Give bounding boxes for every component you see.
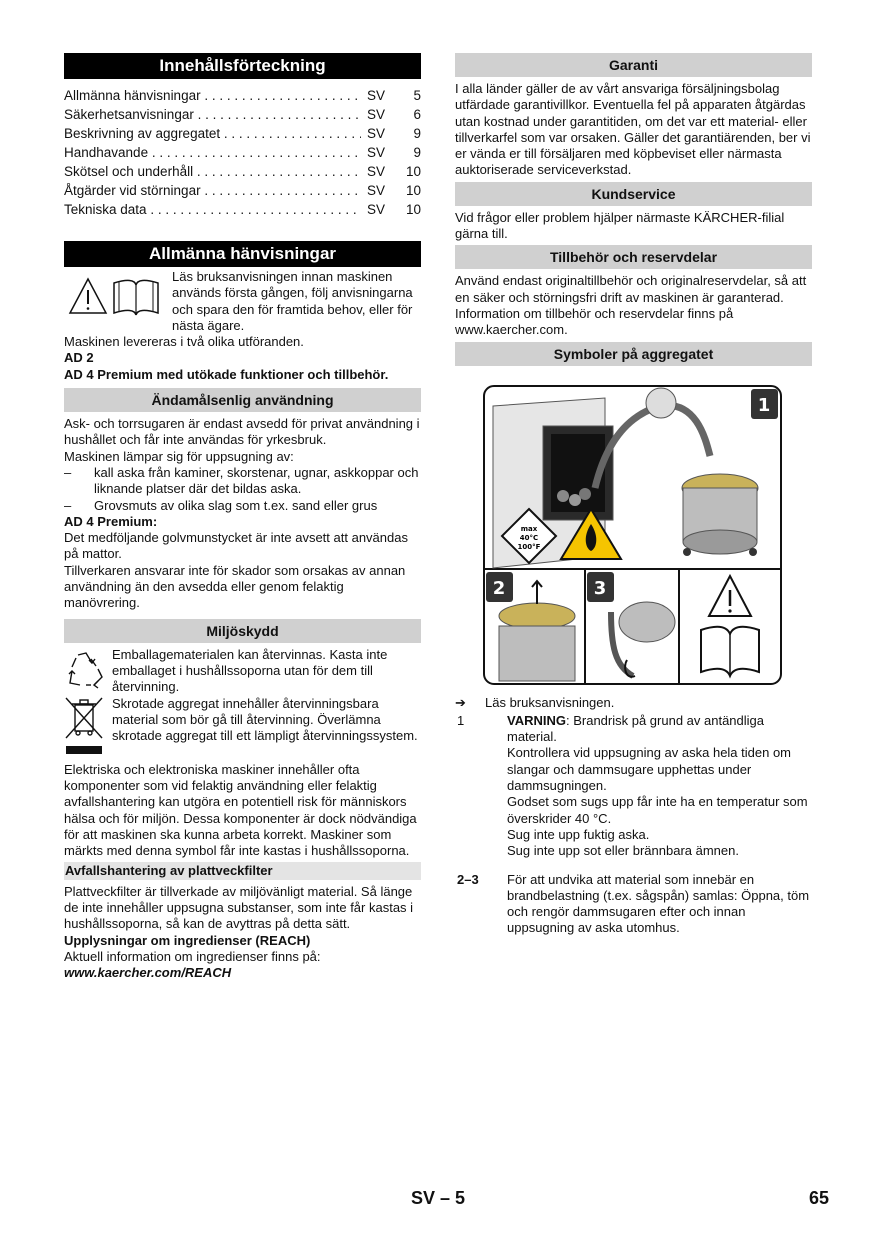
purpose-p1: Ask- och torrsugaren är endast avsedd för privat användning i hushållet och får inte användas för yrkesbruk. xyxy=(64,416,420,448)
service-text: Vid frågor eller problem hjälper närmaste KÄRCHER-filial gärna till. xyxy=(455,209,785,242)
accessories-text-2: Information om tillbehör och reservdelar finns på www.kaercher.com. xyxy=(455,305,734,338)
read-manual-caption: Läs bruksanvisningen. xyxy=(485,694,615,710)
ad2-label: AD 2 xyxy=(64,350,94,366)
toc-entry-title: Skötsel och underhåll . . . xyxy=(64,162,361,181)
toc-entry-lang: SV xyxy=(367,145,386,160)
toc-entry[interactable] xyxy=(64,181,421,200)
toc-entry[interactable] xyxy=(64,200,421,219)
temp-f: 100°F xyxy=(517,542,541,551)
purpose-p2: Maskinen lämpar sig för uppsugning av: xyxy=(64,448,294,464)
filter-heading: Avfallshantering av plattveckfilter xyxy=(64,862,421,880)
accessories-heading: Tillbehör och reservdelar xyxy=(455,245,812,269)
page-number: 65 xyxy=(809,1188,830,1208)
toc-entry-page: 6 xyxy=(413,107,421,122)
toc-entry-lang: SV xyxy=(367,183,386,198)
toc-entry-title: Allmänna hänvisningar . . . xyxy=(64,86,361,105)
reach-heading: Upplysningar om ingredienser (REACH) xyxy=(64,932,311,948)
toc-entry-lang: SV xyxy=(367,164,386,179)
toc-entry-page: 10 xyxy=(405,164,421,179)
toc-entry[interactable] xyxy=(64,124,421,143)
weee-row xyxy=(64,696,421,762)
left-column xyxy=(64,53,421,981)
ad4-label: AD 4 Premium med utökade funktioner och tillbehör. xyxy=(64,366,389,382)
toc-entry[interactable] xyxy=(64,143,421,162)
panel-3-number: 3 xyxy=(593,577,607,599)
symbol-item-1: 1 VARNING: Brandrisk på grund av antändliga material. Kontrollera vid uppsugning av aska hela tiden om slangar och dammsugare upphettas under dammsugningen. Godset som sugs upp får inte ha en temperatur som överskrider 40 °C. Sug inte upp fuktig aska. Sug inte upp sot eller brännbara ämnen. xyxy=(457,712,808,859)
crossed-bin-icon xyxy=(64,696,106,758)
section-page-label: SV – 5 xyxy=(411,1188,466,1208)
panel-2-number: 2 xyxy=(492,577,506,599)
weee-text: Skrotade aggregat innehåller återvinningsbara material som bör gå till återvinning. Överlämna skrotade aggregat till ett lämpligt återvinningssystem. xyxy=(112,695,418,744)
panel-1-number: 1 xyxy=(757,394,771,416)
warranty-text: I alla länder gäller de av vårt ansvariga försäljningsbolag utfärdade garantivillkor. Eventuella fel på apparaten åtgärdas utan kostnad under garantitiden, om det var ett material- eller tillverkarfel som var orsaken. Gäller det garantiärenden, ber vi er vända er till försäljaren med köpbeviset eller närmasta auktoriserade serviceverkstad. xyxy=(455,81,811,178)
versions-text: Maskinen levereras i två olika utföranden. xyxy=(64,334,304,350)
purpose-p4: Tillverkaren ansvarar inte för skador som orsakas av annan användning än den avsedda eller genom felaktig manövrering. xyxy=(64,562,406,611)
recycle-text: Emballagematerialen kan återvinnas. Kasta inte emballaget i hushållssoporna utan för dem till återvinning. xyxy=(112,646,388,695)
symbol-illustration xyxy=(455,376,812,692)
recycle-icon xyxy=(64,647,106,691)
purpose-p3: Det medföljande golvmunstycket är inte avsett att användas på mattor. xyxy=(64,530,408,562)
temp-c: 40°C xyxy=(519,533,539,542)
arrow-right-icon: ➔ xyxy=(455,694,466,710)
toc-entry-page: 10 xyxy=(405,183,421,198)
read-manual-row xyxy=(64,269,421,334)
premium-label: AD 4 Premium: xyxy=(64,513,158,529)
warranty-heading: Garanti xyxy=(455,53,812,77)
reach-text: Aktuell information om ingredienser finns på: xyxy=(64,948,321,964)
toc-entry-lang: SV xyxy=(367,126,386,141)
vacuum-illustration xyxy=(682,474,758,556)
warning-label: VARNING xyxy=(507,712,566,728)
temp-max: max xyxy=(520,524,538,533)
toc-entry-page: 9 xyxy=(413,145,421,160)
read-manual-line xyxy=(455,695,812,711)
toc-entry-page: 9 xyxy=(413,126,421,141)
toc-entry-page: 5 xyxy=(413,88,421,103)
toc-entry-title: Säkerhetsanvisningar . . . xyxy=(64,105,361,124)
general-heading: Allmänna hänvisningar xyxy=(64,241,421,267)
symbols-heading: Symboler på aggregatet xyxy=(455,342,812,366)
toc-entry-title: Åtgärder vid störningar . . . xyxy=(64,181,361,200)
purpose-item-1: – kall aska från kaminer, skorstenar, ugnar, askkoppar och liknande platser där det bildas aska. xyxy=(64,464,419,497)
accessories-text-1: Använd endast originaltillbehör och originalreservdelar, så att en säker och störningsfri drift av maskinen är garanterad. xyxy=(455,273,807,305)
service-heading: Kundservice xyxy=(455,182,812,206)
purpose-heading: Ändamålsenlig användning xyxy=(64,388,421,412)
toc-list xyxy=(64,86,421,219)
toc-entry[interactable] xyxy=(64,162,421,181)
env-heading: Miljöskydd xyxy=(64,619,421,643)
symbol-item-2-3: 2–3 För att undvika att material som innebär en brandbelastning (t.ex. sågspån) samlas: Öppna, töm och rengör dammsugaren efter och innan uppsugning av aska utomhus. xyxy=(457,871,810,936)
right-column xyxy=(455,53,812,937)
toc-entry-lang: SV xyxy=(367,88,386,103)
toc-entry-title: Handhavande . . . xyxy=(64,143,361,162)
toc-entry-title: Beskrivning av aggregatet . . . xyxy=(64,124,361,143)
warning-book-icon-group xyxy=(64,269,172,334)
recycle-row xyxy=(64,647,421,696)
toc-entry[interactable] xyxy=(64,86,421,105)
toc-entry-page: 10 xyxy=(405,202,421,217)
filter-text: Plattveckfilter är tillverkade av miljövänligt material. Så länge de inte innehåller uppsugna substanser, som inte får kastas i hushållssoporna, så kan de avyttras på detta sätt. xyxy=(64,883,414,932)
purpose-item-2: – Grovsmuts av olika slag som t.ex. sand eller grus xyxy=(64,497,378,513)
read-manual-text: Läs bruksanvisningen innan maskinen används första gången, följ anvisningarna och spara den för framtida behov, eller för nästa ägare. xyxy=(172,269,413,333)
reach-link[interactable]: www.kaercher.com/REACH xyxy=(64,965,232,981)
warning-triangle-and-book-icon xyxy=(64,269,172,329)
toc-entry-title: Tekniska data . . . xyxy=(64,200,361,219)
toc-entry[interactable] xyxy=(64,105,421,124)
toc-entry-lang: SV xyxy=(367,202,386,217)
toc-entry-lang: SV xyxy=(367,107,386,122)
toc-heading: Innehållsförteckning xyxy=(64,53,421,79)
electronics-text: Elektriska och elektroniska maskiner innehåller ofta komponenter som vid felaktig användning eller felaktig avfallshantering kan utgöra en potentiell risk för människors hälsa och för miljön. Dessa komponenter är dock nödvändiga för att maskinen ska kunna arbeta korrekt. Maskiner som märkts med denna symbol får inte kastas i hushållssoporna. xyxy=(64,761,417,859)
